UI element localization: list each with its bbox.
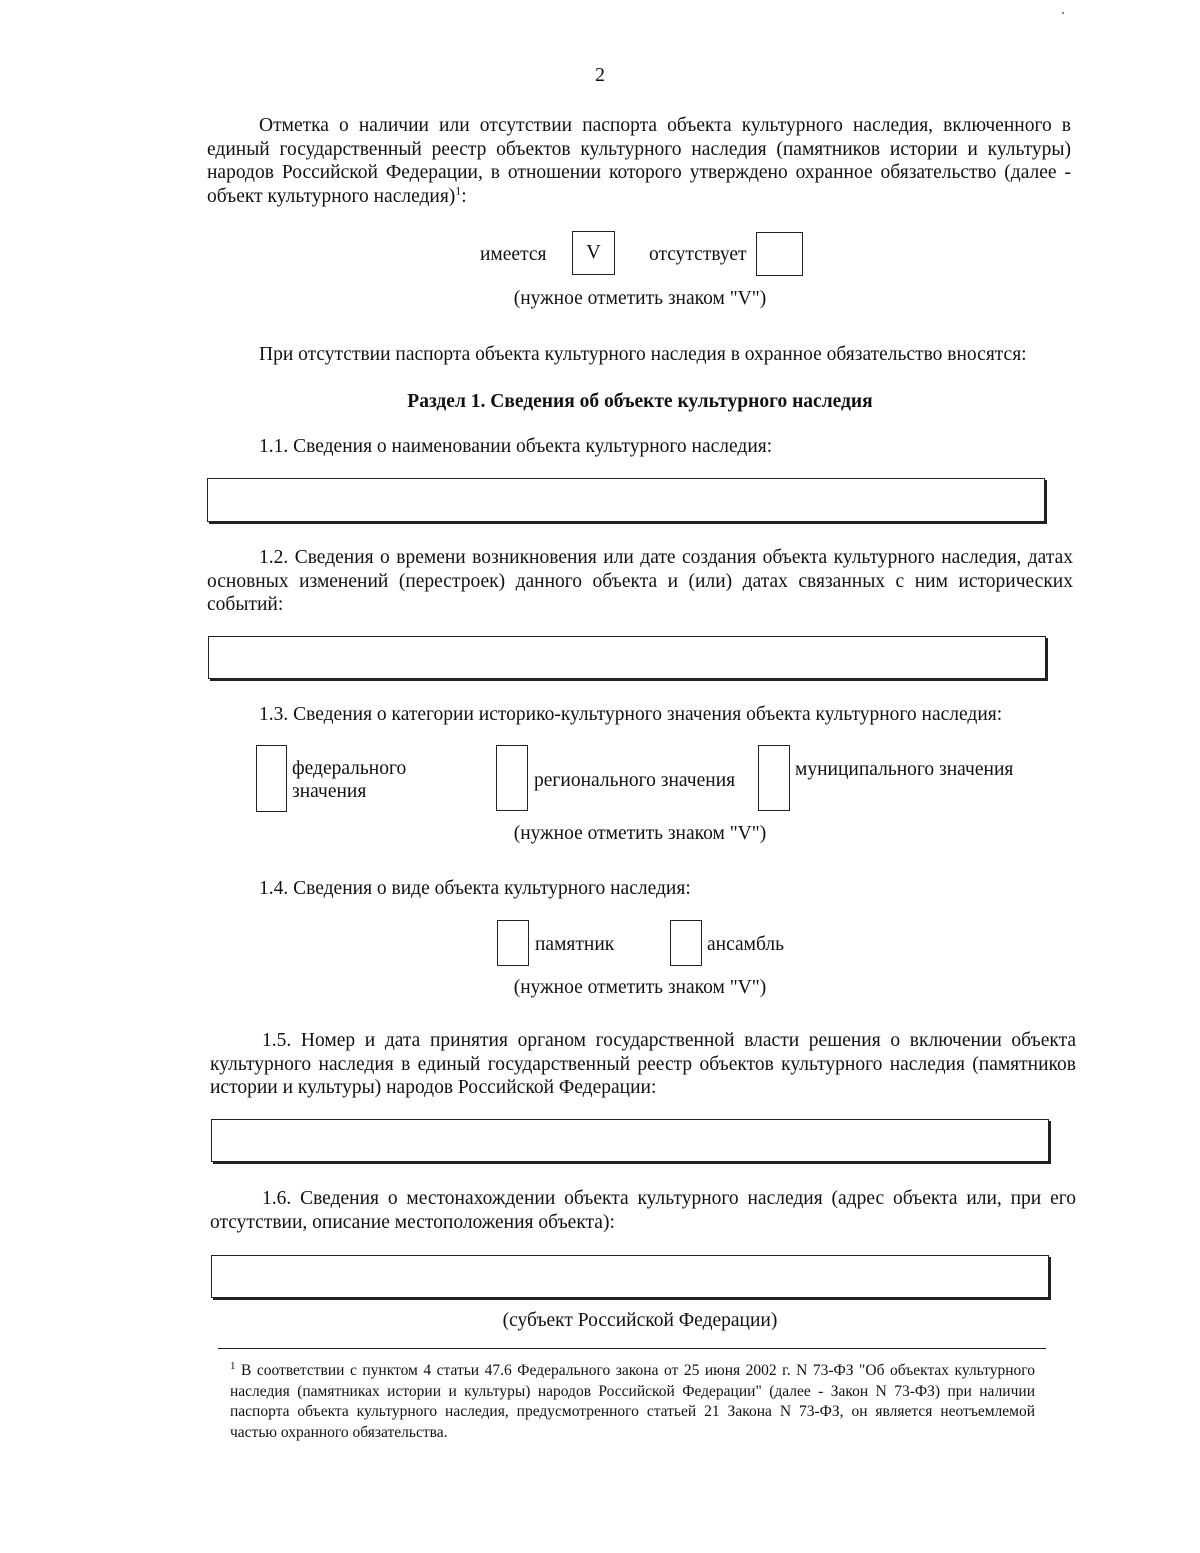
passport-text: Отметка о наличии или отсутствии паспорта объекта культурного наследия, включенного в единый государственный реестр объектов культурного наследия (памятников истории и культуры) народов Российской Федерации, в отношении которого утверждено охранное обязательство (далее - объект культурного наследия) bbox=[207, 115, 1071, 207]
item-1-1-label: 1.1. Сведения о наименовании объекта культурного наследия: bbox=[259, 436, 773, 457]
footnote-text: В соответствии с пунктом 4 статьи 47.6 Федерального закона от 25 июня 2002 г. N 73-ФЗ "Об объектах культурного наследия (памятниках истории и культуры) народов Российской Федерации" (далее - Закон N 73-ФЗ) при наличии паспорта объекта культурного наследия, предусмотренного статьей 21 Закона N 73-ФЗ, он является неотъемлемой частью охранного обязательства. bbox=[230, 1362, 1035, 1441]
check-mark: V bbox=[586, 241, 601, 263]
option-absent-checkbox[interactable] bbox=[756, 232, 803, 276]
category-federal-label-line1: федерального bbox=[292, 758, 407, 779]
option-present-label: имеется bbox=[480, 244, 547, 265]
registry-decision-field[interactable] bbox=[211, 1119, 1049, 1162]
section-heading: Раздел 1. Сведения об объекте культурного наследия bbox=[407, 391, 873, 412]
footnote bbox=[230, 1361, 1035, 1443]
passport-paragraph bbox=[207, 114, 1071, 208]
location-field[interactable] bbox=[211, 1255, 1049, 1298]
type-hint: (нужное отметить знаком "V") bbox=[513, 977, 767, 998]
category-federal-checkbox[interactable] bbox=[256, 745, 287, 812]
absence-intro: При отсутствии паспорта объекта культурного наследия в охранное обязательство вносятся: bbox=[259, 344, 1027, 365]
page-number: 2 bbox=[595, 64, 605, 86]
category-federal-label-line2: значения bbox=[292, 781, 367, 802]
footnote-marker: 1 bbox=[230, 1359, 236, 1372]
passport-hint: (нужное отметить знаком "V") bbox=[513, 288, 767, 309]
item-1-2-label: 1.2. Сведения о времени возникновения или дате создания объекта культурного наследия, датах основных изменений (перестроек) данного объекта и (или) датах связанных с ним исторических событий: bbox=[207, 547, 1073, 615]
passport-colon: : bbox=[461, 185, 467, 207]
category-municipal-label: муниципального значения bbox=[795, 759, 1014, 780]
option-present-checkbox[interactable] bbox=[572, 231, 615, 275]
type-ensemble-checkbox[interactable] bbox=[670, 920, 702, 966]
category-hint: (нужное отметить знаком "V") bbox=[513, 823, 767, 844]
item-1-3-label: 1.3. Сведения о категории историко-культурного значения объекта культурного наследия: bbox=[259, 704, 1003, 725]
category-regional-checkbox[interactable] bbox=[496, 745, 528, 811]
subject-caption: (субъект Российской Федерации) bbox=[502, 1310, 778, 1331]
footnote-ref: 1 bbox=[455, 183, 462, 197]
type-monument-checkbox[interactable] bbox=[497, 920, 529, 966]
name-field[interactable] bbox=[207, 478, 1045, 522]
option-absent-label: отсутствует bbox=[649, 244, 747, 265]
category-municipal-checkbox[interactable] bbox=[758, 745, 790, 811]
scan-speck bbox=[1062, 12, 1064, 14]
dates-field[interactable] bbox=[208, 636, 1046, 679]
item-1-4-label: 1.4. Сведения о виде объекта культурного наследия: bbox=[259, 878, 691, 899]
item-1-5-label: 1.5. Номер и дата принятия органом государственной власти решения о включении объекта культурного наследия в единый государственный реестр объектов культурного наследия (памятников истории и культуры) народов Российской Федерации: bbox=[210, 1030, 1076, 1098]
type-monument-label: памятник bbox=[535, 934, 615, 955]
footnote-separator bbox=[218, 1348, 1046, 1349]
type-ensemble-label: ансамбль bbox=[707, 934, 785, 955]
category-regional-label: регионального значения bbox=[534, 770, 736, 791]
item-1-6-label: 1.6. Сведения о местонахождении объекта культурного наследия (адрес объекта или, при его отсутствии, описание местоположения объекта): bbox=[210, 1188, 1076, 1233]
